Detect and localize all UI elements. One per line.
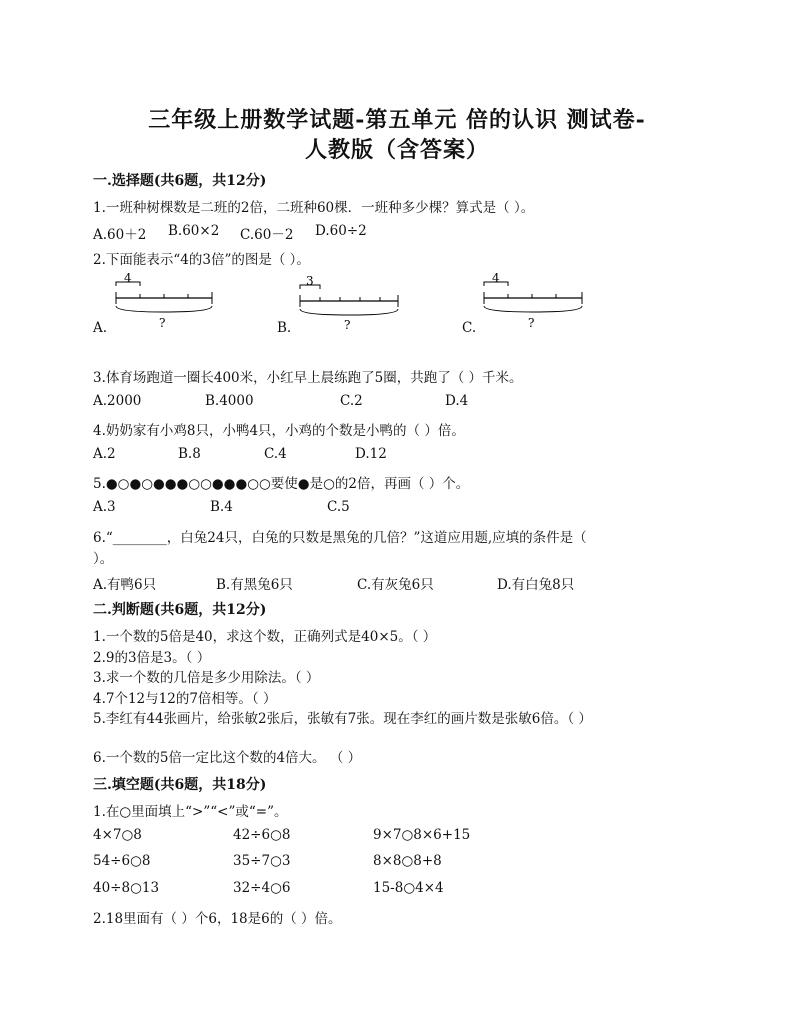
fill-question-1: 1.在○里面填上“>”“<”或“=”。 — [93, 804, 288, 820]
compare-item: 8×8○8+8 — [373, 853, 442, 869]
section-heading-judgment: 二.判断题(共6题，共12分) — [93, 602, 267, 618]
option-d: D.有白兔8只 — [497, 577, 575, 593]
figure-a-top-label: 4 — [124, 272, 132, 285]
option-a: A.有鸭6只 — [93, 577, 157, 593]
option-c: C.有灰兔6只 — [357, 577, 434, 593]
option-d: D.60÷2 — [315, 223, 367, 239]
option-a: A.3 — [93, 499, 116, 515]
option-b: B.8 — [178, 446, 201, 462]
fill-question-2: 2.18里面有（ ）个6，18是6的（ ）倍。 — [93, 911, 342, 927]
compare-item: 4×7○8 — [93, 827, 142, 843]
figure-c-top-label: 4 — [492, 272, 500, 285]
figure-a — [110, 272, 220, 334]
question-1-2: 2.下面能表示“4的3倍”的图是（ ）。 — [93, 252, 310, 268]
question-1-5: 5.●○●○●●●○○●●●○○要使●是○的2倍，再画（ ）个。 — [93, 476, 470, 492]
option-a: A.60＋2 — [93, 227, 147, 243]
judgment-2: 2.9的3倍是3。（ ） — [93, 650, 211, 666]
figure-a-bottom-label: ? — [159, 316, 166, 330]
judgment-4: 4.7个12与12的7倍相等。（ ） — [93, 691, 277, 707]
option-b: B.60×2 — [168, 223, 220, 239]
option-a: A.2000 — [93, 393, 142, 409]
compare-item: 15-8○4×4 — [373, 880, 444, 896]
option-b: B.4000 — [205, 393, 254, 409]
option-d: D.12 — [355, 446, 387, 462]
compare-item: 54÷6○8 — [93, 853, 151, 869]
option-c: C.2 — [340, 393, 363, 409]
option-b: B.4 — [210, 499, 233, 515]
option-c: C.4 — [264, 446, 287, 462]
question-1-3: 3.体育场跑道一圈长400米，小红早上晨练跑了5圈，共跑了（ ）千米。 — [93, 370, 523, 386]
section-heading-fill: 三.填空题(共6题，共18分) — [93, 777, 267, 793]
figure-c — [478, 272, 588, 334]
option-c: C.60－2 — [240, 227, 294, 243]
figure-b-bottom-label: ? — [344, 318, 351, 332]
option-a: A.2 — [93, 446, 116, 462]
figure-b — [294, 275, 404, 335]
figure-b-label: B. — [277, 320, 292, 336]
question-1-6-line1: 6.“________，白兔24只，白兔的只数是黑兔的几倍？”这道应用题,应填的条件是（ — [93, 530, 587, 546]
figure-c-bottom-label: ? — [528, 316, 535, 330]
judgment-5: 5.李红有44张画片，给张敏2张后，张敏有7张。现在李红的画片数是张敏6倍。（ ） — [93, 711, 592, 727]
compare-item: 32÷4○6 — [233, 880, 291, 896]
compare-item: 9×7○8×6+15 — [373, 827, 471, 843]
compare-item: 42÷6○8 — [233, 827, 291, 843]
judgment-6: 6.一个数的5倍一定比这个数的4倍大。 （ ） — [93, 750, 362, 766]
figure-b-top-label: 3 — [306, 275, 314, 288]
option-b: B.有黑兔6只 — [216, 577, 293, 593]
question-1-4: 4.奶奶家有小鸡8只，小鸭4只，小鸡的个数是小鸭的（ ）倍。 — [93, 423, 465, 439]
question-1-1: 1.一班种树棵数是二班的2倍，二班种60棵．一班种多少棵？算式是（ ）。 — [93, 200, 535, 216]
judgment-3: 3.求一个数的几倍是多少用除法。（ ） — [93, 670, 320, 686]
figure-c-label: C. — [462, 320, 477, 336]
judgment-1: 1.一个数的5倍是40，求这个数，正确列式是40×5。（ ） — [93, 629, 437, 645]
figure-a-label: A. — [93, 320, 108, 336]
page-title-line2: 人教版（含答案） — [304, 137, 489, 163]
option-c: C.5 — [327, 499, 350, 515]
option-d: D.4 — [445, 393, 469, 409]
page-title-line1: 三年级上册数学试题-第五单元 倍的认识 测试卷- — [148, 107, 646, 133]
compare-item: 40÷8○13 — [93, 880, 160, 896]
section-heading-choice: 一.选择题(共6题，共12分) — [93, 173, 267, 189]
compare-item: 35÷7○3 — [233, 853, 291, 869]
question-1-6-line2: ）。 — [93, 551, 114, 567]
